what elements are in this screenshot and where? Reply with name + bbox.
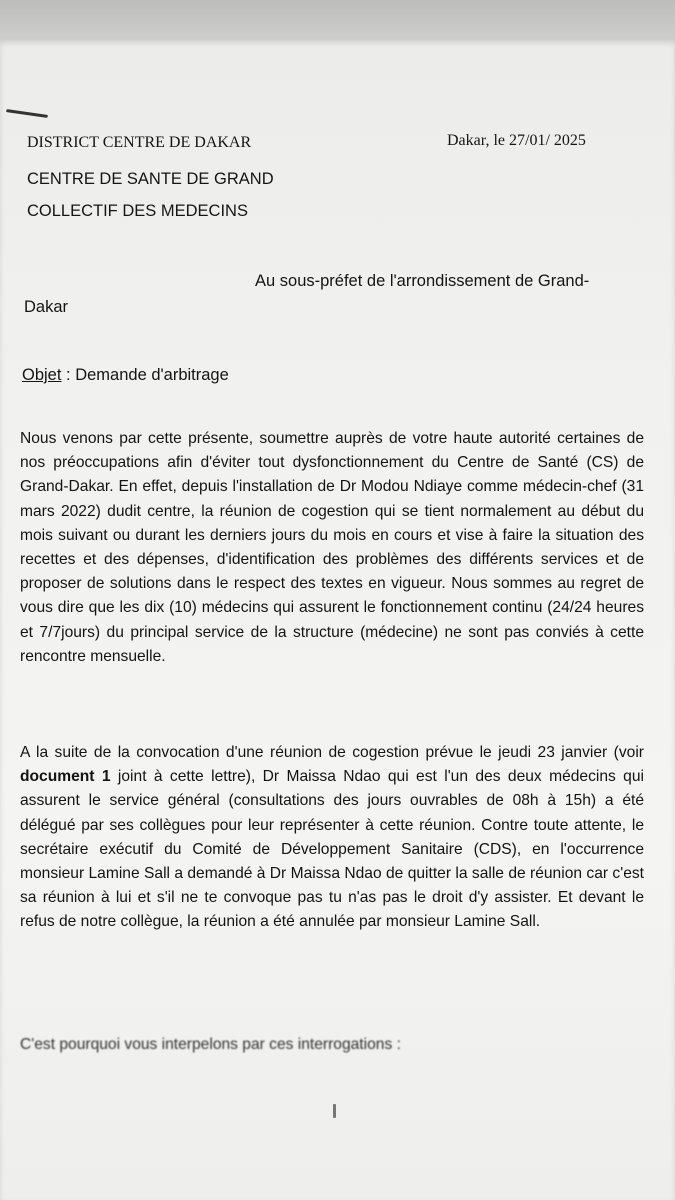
sender-district: DISTRICT CENTRE DE DAKAR (27, 134, 252, 151)
paragraph-2 (20, 741, 644, 935)
paragraph-1: Nous venons par cette présente, soumettre auprès de votre haute autorité certaines de nos préoccupations afin d'éviter tout dysfonctionnement du Centre de Santé (CS) de Grand-Dakar. En effet, depuis l'installation de Dr Modou Ndiaye comme médecin-chef (31 mars 2022) dudit centre, la réunion de cogestion qui se tient normalement au début du mois suivant ou durant les derniers jours du mois en cours et vise à faire la situation des recettes et des dépenses, d'identification des problèmes des différents services et de proposer de solutions dans le respect des textes en vigueur. Nous sommes au regret de vous dire que les dix (10) médecins qui assurent le fonctionnement continu (24/24 heures et 7/7jours) du principal service de la structure (médecine) ne sont pas conviés à cette rencontre mensuelle. (20, 430, 644, 665)
letter-date: Dakar, le 27/01/ 2025 (447, 132, 586, 149)
smudge-mark (333, 1104, 336, 1118)
paragraph-2-text-b: joint à cette lettre), Dr Maissa Ndao qui est l'un des deux médecins qui assurent le service général (consultations des jours ouvrables de 08h à 15h) a été délégué par ses collègues pour leur représenter à cette réunion. Contre toute attente, le secrétaire exécutif du Comité de Développement Sanitaire (CDS), en l'occurrence monsieur Lamine Sall a demandé à Dr Maissa Ndao de quitter la salle de réunion car c'est sa réunion à lui et s'il ne te convoque pas tu n'as pas le droit d'y assister. Et devant le refus de notre collègue, la réunion a été annulée par monsieur Lamine Sall. (20, 768, 644, 931)
paragraph-2-text-a: A la suite de la convocation d'une réunion de cogestion prévue le jeudi 23 janvier (voir (20, 744, 644, 761)
paragraph-3: C'est pourquoi vous interpelons par ces interrogations : (20, 1036, 401, 1053)
recipient-line-2: Dakar (24, 298, 69, 316)
subject-line (22, 366, 229, 385)
subject-label: Objet (22, 366, 62, 384)
recipient-line-1: Au sous-préfet de l'arrondissement de Grand- (255, 272, 590, 290)
sender-collectif: COLLECTIF DES MEDECINS (27, 202, 248, 220)
paragraph-2-bold: document 1 (20, 768, 111, 786)
subject-separator: : (61, 366, 76, 384)
sender-centre: CENTRE DE SANTE DE GRAND (27, 170, 274, 188)
subject-value: Demande d'arbitrage (75, 366, 229, 384)
